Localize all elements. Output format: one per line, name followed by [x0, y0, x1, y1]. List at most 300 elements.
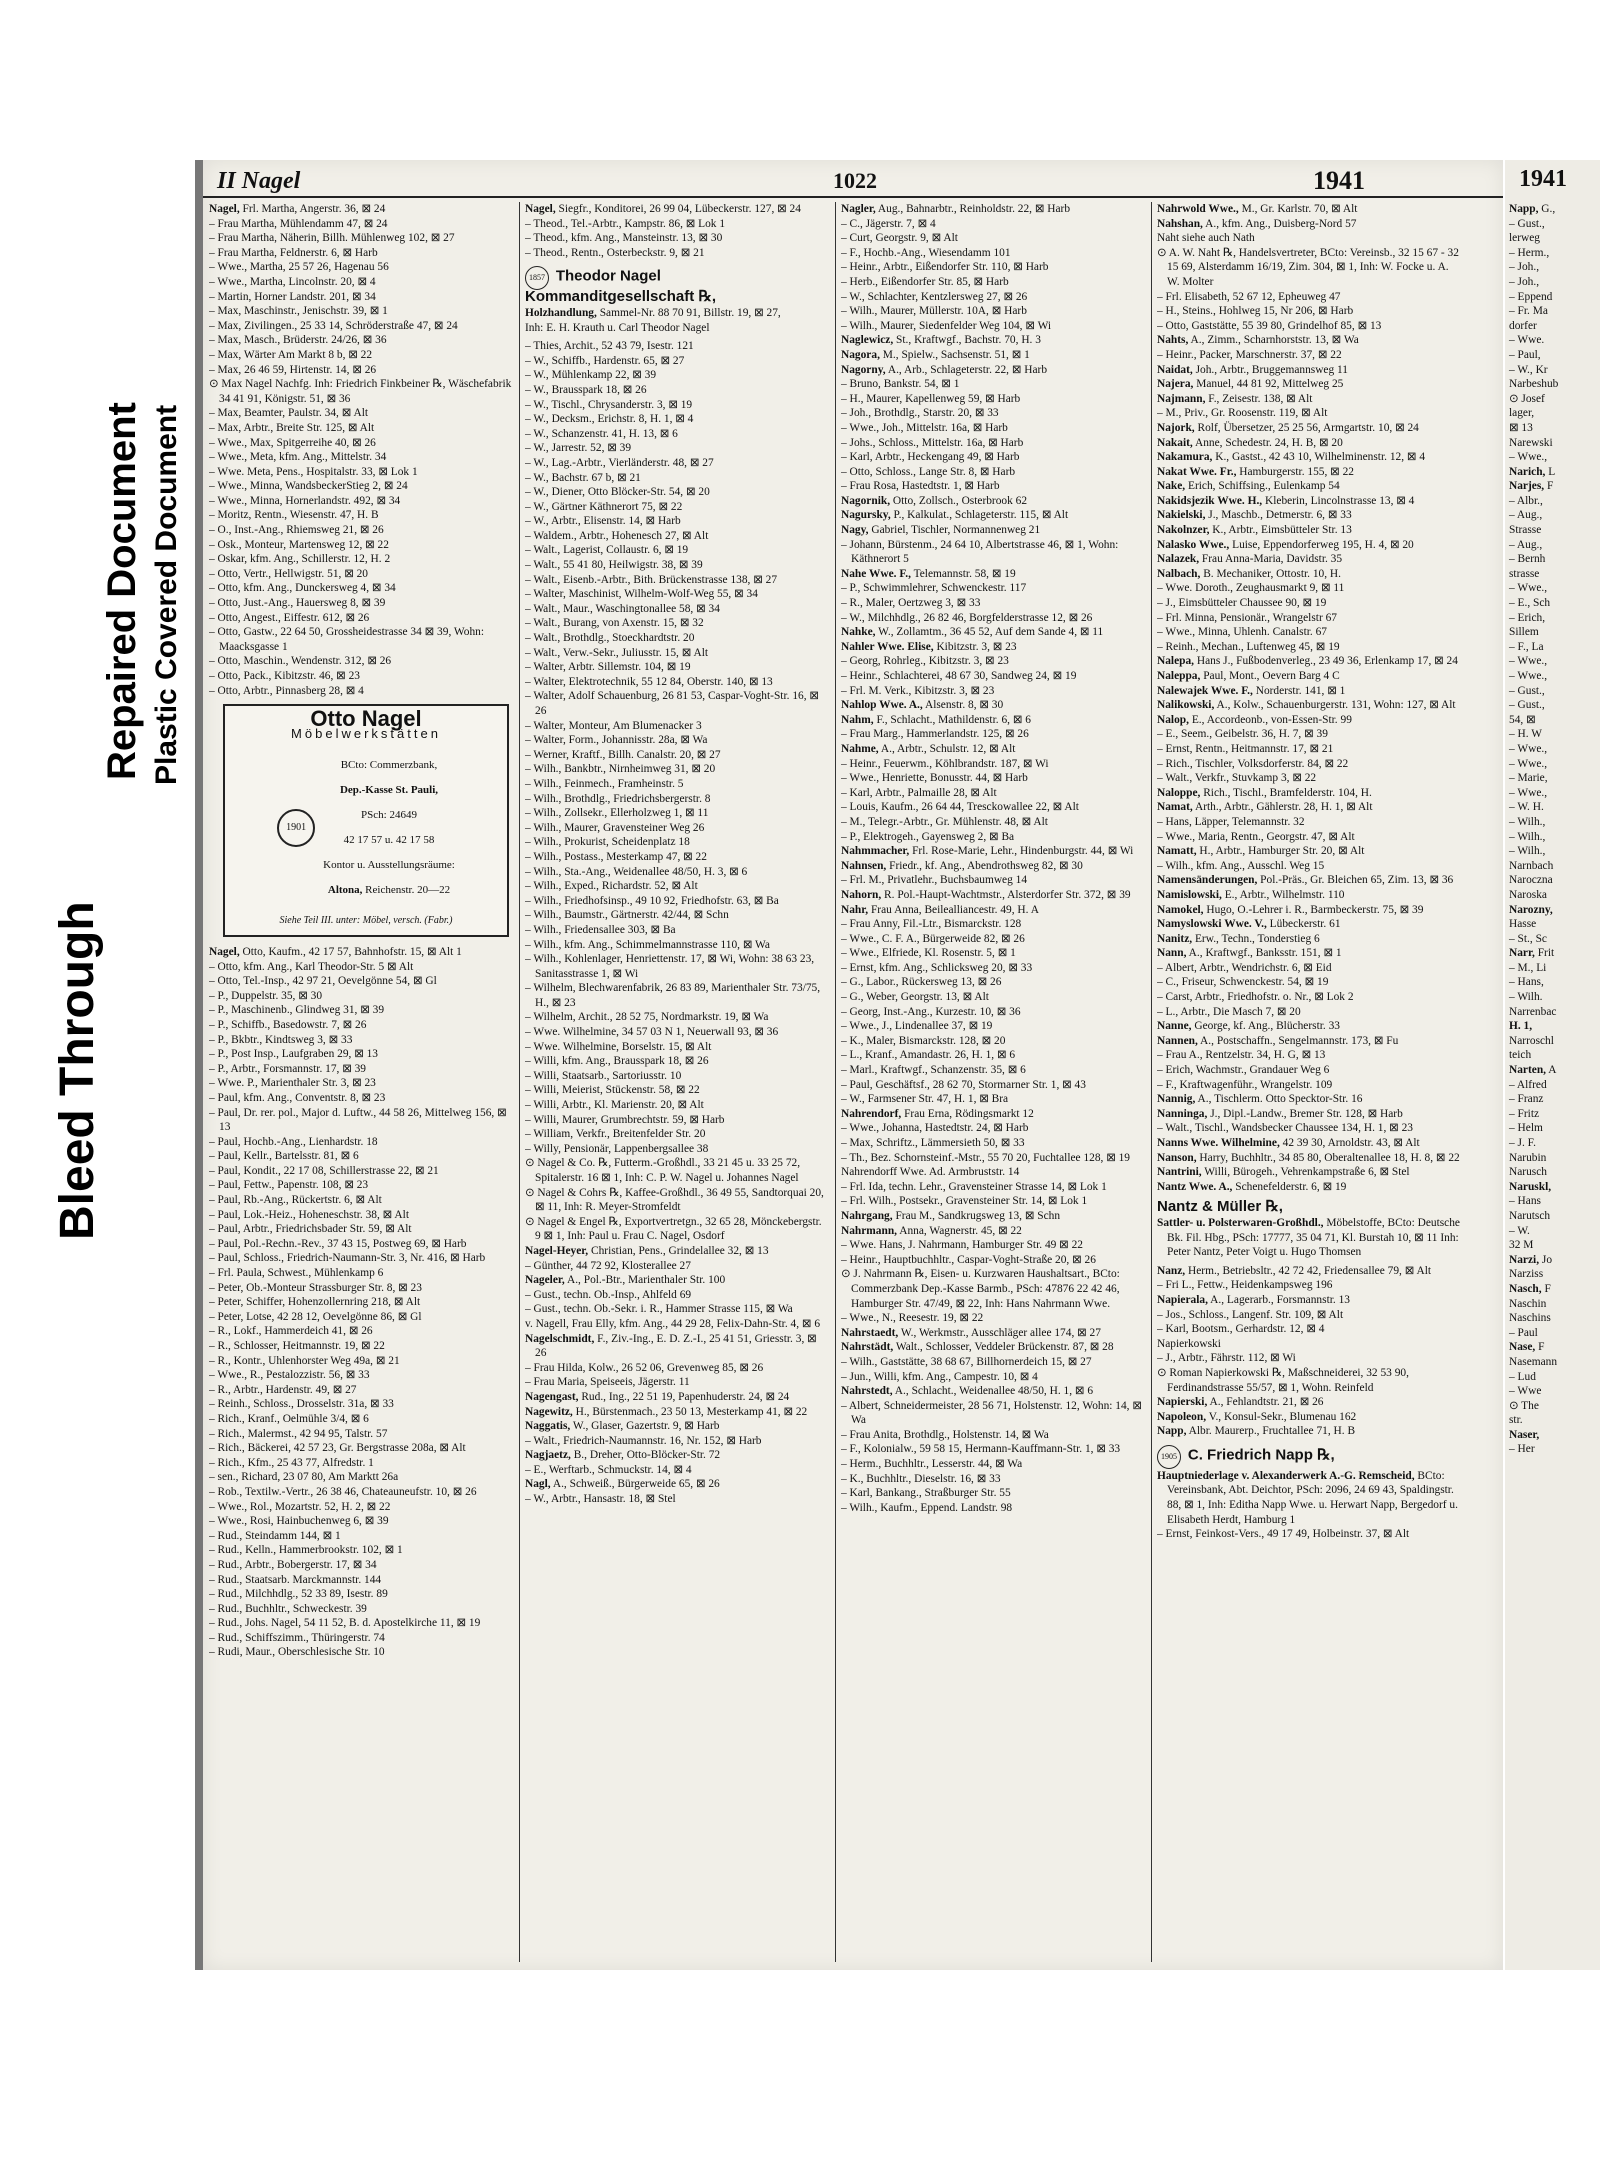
directory-entry: BCto: Commerzbank, — [340, 759, 438, 772]
directory-entry: – Paul, Pol.-Rechn.-Rev., 37 43 15, Postweg 69, ⊠ Harb — [209, 1237, 467, 1250]
directory-entry: – Wilh., kfm. Ang., Ausschl. Weg 15 — [1157, 859, 1325, 872]
directory-entry: Nasch, F — [1509, 1282, 1551, 1295]
directory-entry: – Wwe., Meta, kfm. Ang., Mittelstr. 34 — [209, 451, 387, 464]
directory-entry: – Paul, Kellr., Bartelsstr. 81, ⊠ 6 — [209, 1150, 359, 1163]
directory-entry: Nagel, Frl. Martha, Angerstr. 36, ⊠ 24 — [209, 203, 386, 215]
next-page-year: 1941 — [1519, 166, 1567, 192]
directory-entry: – Johann, Bürstenm., 24 64 10, Albertstrasse 46, ⊠ 1, Wohn: Käthnerort 5 — [841, 538, 1119, 566]
directory-entry: – Wwe., — [1509, 451, 1548, 464]
directory-entry: – O., Inst.-Ang., Rhiemsweg 21, ⊠ 26 — [209, 524, 384, 537]
directory-entry: – Frau Anita, Brothdlg., Holstenstr. 14, ⊠ Wa — [841, 1428, 1049, 1441]
directory-entry: strasse — [1509, 567, 1540, 580]
directory-entry: – Herb., Eißendorfer Str. 85, ⊠ Harb — [841, 275, 1009, 288]
directory-entry: ⊙ Nagel & Engel ℞, Exportvertretgn., 32 65 28, Mönckebergstr. 9 ⊠ 1, Inh: Paul u. Frau C. Nagel, Osdorf — [525, 1215, 822, 1243]
directory-entry: – W., Arbtr., Hansastr. 18, ⊠ Stel — [525, 1493, 676, 1506]
directory-entry: v. Nagell, Frau Elly, kfm. Ang., 44 29 28, Felix-Dahn-Str. 4, ⊠ 6 — [525, 1317, 821, 1330]
directory-entry: – Oskar, kfm. Ang., Schillerstr. 12, H. 2 — [209, 553, 391, 566]
directory-entry: Sillem — [1509, 626, 1539, 639]
ad-note: Siehe Teil III. unter: Möbel, versch. (Fabr.) — [279, 915, 453, 927]
directory-entry: – Wwe. Wilhelmine, Borselstr. 15, ⊠ Alt — [525, 1040, 712, 1053]
directory-entry: – Heinr., Arbtr., Eißendorfer Str. 110, ⊠ Harb — [841, 261, 1049, 274]
directory-entry: Nagora, M., Spielw., Sachsenstr. 51, ⊠ 1 — [841, 348, 1030, 361]
directory-entry: Nahme, A., Arbtr., Schulstr. 12, ⊠ Alt — [841, 742, 1016, 755]
directory-entry: – Werner, Kraftf., Billh. Canalstr. 20, ⊠ 27 — [525, 748, 721, 761]
directory-entry: – Herm., — [1509, 246, 1550, 259]
directory-entry: – Wwe., Joh., Mittelstr. 16a, ⊠ Harb — [841, 421, 1008, 434]
directory-entry: – W., Diener, Otto Blöcker-Str. 54, ⊠ 20 — [525, 486, 710, 499]
directory-entry: Naloppe, Rich., Tischl., Bramfelderstr. 104, H. — [1157, 786, 1372, 799]
directory-entry: – W. H. — [1509, 801, 1544, 814]
directory-entry: Narr, Frit — [1509, 947, 1555, 960]
directory-entry: Nalazek, Frau Anna-Maria, Davidstr. 35 — [1157, 553, 1343, 566]
directory-entry: – Willi, kfm. Ang., Brausspark 18, ⊠ 26 — [525, 1055, 709, 1068]
directory-entry: Hauptniederlage v. Alexanderwerk A.-G. Remscheid, BCto: Vereinsbank, Abt. Deichtor, PSch: 2096, 24 69 43, Spaldingstr. 88, ⊠ 1, Inh: Editha Napp Wwe. u. Herwart Napp, Bergedorf u. Elisabeth Herdt, Hamburg 1 — [1157, 1469, 1458, 1526]
directory-entry: Napoleon, V., Konsul-Sekr., Blumenau 162 — [1157, 1410, 1357, 1423]
directory-entry: – Walt., Friedrich-Naumannstr. 16, Nr. 152, ⊠ Harb — [525, 1434, 762, 1447]
directory-entry: – Paul, Schloss., Friedrich-Naumann-Str. 3, Nr. 416, ⊠ Harb — [209, 1252, 486, 1265]
directory-entry: – Wwe., Minna, WandsbeckerStieg 2, ⊠ 24 — [209, 480, 408, 493]
directory-entry: – Wwe., Rosi, Hainbuchenweg 6, ⊠ 39 — [209, 1515, 389, 1528]
firm-lines — [1157, 1469, 1461, 1542]
directory-entry: – Marie, — [1509, 772, 1548, 785]
directory-entry: – Frau Martha, Mühlendamm 47, ⊠ 24 — [209, 217, 388, 230]
directory-entry: – L., Kranf., Amandastr. 26, H. 1, ⊠ 6 — [841, 1049, 1016, 1062]
directory-entry: – P., Schiffb., Basedowstr. 7, ⊠ 26 — [209, 1018, 367, 1031]
directory-entry: Namatt, H., Arbtr., Hamburger Str. 20, ⊠ Alt — [1157, 845, 1365, 858]
directory-entry: – Wilh., Feinmech., Framheinstr. 5 — [525, 777, 684, 790]
directory-entry: Naidat, Joh., Arbtr., Bruggemannsweg 11 — [1157, 363, 1349, 376]
directory-entry: – Frau Maria, Speiseeis, Jägerstr. 11 — [525, 1376, 690, 1389]
directory-entry: Narozny, — [1509, 903, 1553, 916]
seal-icon: 1857 — [525, 266, 549, 290]
directory-entry: – Gust., — [1509, 684, 1545, 697]
directory-entry: – H., Maurer, Kapellenweg 59, ⊠ Harb — [841, 392, 1021, 405]
directory-entry: str. — [1509, 1414, 1523, 1427]
directory-entry: Nake, Erich, Schiffsing., Eulenkamp 54 — [1157, 480, 1340, 493]
directory-entry: – H. W — [1509, 728, 1543, 741]
running-head: II Nagel — [217, 168, 301, 194]
directory-entry: Nahrendorff Wwe. Ad. Armbruststr. 14 — [841, 1166, 1020, 1179]
directory-entry: Narten, A — [1509, 1064, 1557, 1077]
directory-entry: – Paul — [1509, 1326, 1538, 1339]
ad-subtitle: Möbelwerkstätten — [291, 725, 441, 741]
directory-entry: – Walt., Verw.-Sekr., Juliusstr. 15, ⊠ Alt — [525, 646, 709, 659]
directory-entry: Nase, F — [1509, 1341, 1545, 1354]
directory-entry: – Max, Beamter, Paulstr. 34, ⊠ Alt — [209, 407, 369, 420]
directory-entry: – Max, Maschinstr., Jenischstr. 39, ⊠ 1 — [209, 305, 388, 318]
directory-entry: Nahke, W., Zollamtm., 36 45 52, Auf dem Sande 4, ⊠ 11 — [841, 626, 1104, 639]
directory-entry: – Frl. Paula, Schwest., Mühlenkamp 6 — [209, 1267, 384, 1280]
directory-entry: – Paul, Lok.-Heiz., Hoheneschstr. 38, ⊠ Alt — [209, 1208, 409, 1221]
directory-entry: Nanitz, Erw., Techn., Tonderstieg 6 — [1157, 932, 1320, 945]
directory-entry: – E., Werftarb., Schmuckstr. 14, ⊠ 4 — [525, 1463, 692, 1476]
directory-entry: – Wwe., Elfriede, Kl. Rosenstr. 5, ⊠ 1 — [841, 947, 1016, 960]
advertisement-otto-nagel — [223, 704, 509, 937]
directory-entry: – Wilh., kfm. Ang., Schimmelmannstrasse 110, ⊠ Wa — [525, 938, 770, 951]
directory-entry: – Wwe., Johanna, Hastedtstr. 24, ⊠ Harb — [841, 1122, 1029, 1135]
directory-entry: – Otto, kfm. Ang., Dunckersweg 4, ⊠ 34 — [209, 582, 396, 595]
directory-entry: Nakielski, J., Maschb., Detmerstr. 6, ⊠ 33 — [1157, 509, 1352, 522]
directory-entry: 42 17 57 u. 42 17 58 — [343, 834, 435, 847]
directory-entry: – Frl. M. Verk., Kibitzstr. 3, ⊠ 23 — [841, 684, 995, 697]
directory-entry: Nahm, F., Schlacht., Mathildenstr. 6, ⊠ 6 — [841, 713, 1031, 726]
directory-entry: – Wilhelm, Blechwarenfabrik, 26 83 89, Marienthaler Str. 73/75, H., ⊠ 23 — [525, 982, 821, 1009]
directory-entry: – Paul, kfm. Ang., Conventstr. 8, ⊠ 23 — [209, 1091, 386, 1104]
directory-entry: – Frau Rosa, Hastedtstr. 1, ⊠ Harb — [841, 480, 1000, 493]
directory-entry: – Frau A., Rentzelstr. 34, H. G, ⊠ 13 — [1157, 1049, 1326, 1062]
directory-entry: Dep.-Kasse St. Pauli, — [339, 784, 439, 797]
directory-entry: – Joh., Brothdlg., Starstr. 20, ⊠ 33 — [841, 407, 999, 420]
directory-entry: Narich, L — [1509, 465, 1556, 478]
directory-entry: – Karl, Bootsm., Gerhardstr. 12, ⊠ 4 — [1157, 1323, 1325, 1336]
directory-entry: – Peter, Schiffer, Hohenzollernring 218, ⊠ Alt — [209, 1296, 421, 1309]
directory-entry: Nann, A., Kraftwgf., Banksstr. 151, ⊠ 1 — [1157, 947, 1342, 960]
directory-entry: Nahrwold Wwe., M., Gr. Karlstr. 70, ⊠ Alt — [1157, 203, 1358, 215]
directory-entry: Nalewajek Wwe. F., Norderstr. 141, ⊠ 1 — [1157, 684, 1346, 697]
directory-entry: – Frl. Elisabeth, 52 67 12, Epheuweg 47 — [1157, 290, 1341, 303]
directory-entry: – Wwe. P., Marienthaler Str. 3, ⊠ 23 — [209, 1077, 376, 1090]
firm-listing — [525, 266, 829, 335]
directory-entry: – Reinh., Mechan., Luftenweg 45, ⊠ 19 — [1157, 640, 1340, 653]
directory-entry: – Wwe., Henriette, Bonusstr. 44, ⊠ Harb — [841, 772, 1028, 785]
directory-entry: – R., Lokf., Hammerdeich 41, ⊠ 26 — [209, 1325, 373, 1338]
directory-entry: – Curt, Georgstr. 9, ⊠ Alt — [841, 232, 958, 245]
directory-entry: – Otto, kfm. Ang., Karl Theodor-Str. 5 ⊠ Alt — [209, 960, 414, 973]
directory-entry: – Willi, Maurer, Grumbrechtstr. 59, ⊠ Harb — [525, 1113, 725, 1126]
directory-entry: – K., Buchhltr., Dieselstr. 16, ⊠ 33 — [841, 1472, 1001, 1485]
directory-entry: Nagler, Aug., Bahnarbtr., Reinholdstr. 22, ⊠ Harb — [841, 203, 1071, 215]
directory-entry: ⊙ Josef — [1509, 392, 1545, 405]
directory-entry: – Wwe., R., Pestalozzistr. 56, ⊠ 33 — [209, 1369, 370, 1382]
directory-entry: Narzi, Jo — [1509, 1253, 1553, 1266]
directory-entry: – F., La — [1509, 640, 1544, 653]
column-1 — [209, 202, 513, 1962]
directory-entry: Nagel, Otto, Kaufm., 42 17 57, Bahnhofstr. 15, ⊠ Alt 1 — [209, 945, 462, 958]
directory-entry: Nagl, A., Schweiß., Bürgerweide 65, ⊠ 26 — [525, 1478, 720, 1491]
directory-entry: Nagornik, Otto, Zollsch., Osterbrook 62 — [841, 494, 1028, 507]
directory-entry: Nahrmann, Anna, Wagnerstr. 45, ⊠ 22 — [841, 1224, 1022, 1237]
directory-entry: – Wilh., Maurer, Siedenfelder Weg 104, ⊠ Wi — [841, 319, 1052, 332]
directory-entry: – Carst, Arbtr., Friedhofstr. o. Nr., ⊠ Lok 2 — [1157, 991, 1354, 1004]
directory-entry: – Gust., — [1509, 217, 1545, 230]
directory-entry: Nahrendorf, Frau Erna, Rödingsmarkt 12 — [841, 1107, 1034, 1120]
directory-entry: – Ernst, Rentn., Heitmannstr. 17, ⊠ 21 — [1157, 742, 1334, 755]
directory-entry: – Walt., Tischl., Wandsbecker Chaussee 134, H. 1, ⊠ 23 — [1157, 1122, 1413, 1135]
directory-entry: – Max, Masch., Brüderstr. 24/26, ⊠ 36 — [209, 334, 387, 347]
directory-entry: Namokel, Hugo, O.-Lehrer i. R., Barmbeckerstr. 75, ⊠ 39 — [1157, 903, 1424, 916]
directory-entry: – Willi, Staatsarb., Sartoriusstr. 10 — [525, 1069, 682, 1082]
directory-entry: – Otto, Arbtr., Pinnasberg 28, ⊠ 4 — [209, 684, 364, 697]
column-4 — [1157, 202, 1461, 1962]
directory-entry: – Theod., kfm. Ang., Mansteinstr. 13, ⊠ 30 — [525, 232, 723, 245]
directory-entry: – Paul, Rb.-Ang., Rückertstr. 6, ⊠ Alt — [209, 1194, 382, 1207]
directory-entry: – St., Sc — [1509, 932, 1547, 945]
directory-entry: – Rob., Textilw.-Vertr., 26 38 46, Chateauneufstr. 10, ⊠ 26 — [209, 1485, 477, 1498]
directory-entry: – Helm — [1509, 1122, 1543, 1135]
directory-entry: – Gust., — [1509, 699, 1545, 712]
directory-entry: – Rud., Arbtr., Bobergerstr. 17, ⊠ 34 — [209, 1558, 377, 1571]
directory-entry: – Wwe., — [1509, 757, 1548, 770]
directory-entry: – Rud., Kelln., Hammerbrookstr. 102, ⊠ 1 — [209, 1544, 403, 1557]
directory-entry: – Wilh., Prokurist, Scheidenplatz 18 — [525, 836, 690, 849]
page-number: 1022 — [833, 168, 877, 193]
directory-entry: – Theod., Rentn., Osterbeckstr. 9, ⊠ 21 — [525, 246, 705, 259]
entry-list — [841, 202, 1145, 1515]
directory-entry: – Herm., Buchhltr., Lesserstr. 44, ⊠ Wa — [841, 1458, 1023, 1471]
directory-entry: Namislowski, E., Arbtr., Wilhelmstr. 110 — [1157, 888, 1345, 901]
directory-entry: – Walter, Maschinist, Wilhelm-Wolf-Weg 55, ⊠ 34 — [525, 588, 758, 601]
directory-entry: Narrenbac — [1509, 1005, 1557, 1018]
entry-list — [525, 202, 829, 260]
directory-entry: – Günther, 44 72 92, Klosterallee 27 — [525, 1259, 691, 1272]
directory-entry: Nakait, Anne, Schedestr. 24, H. B, ⊠ 20 — [1157, 436, 1343, 449]
directory-entry: ⊙ J. Nahrmann ℞, Eisen- u. Kurzwaren Haushaltsart., BCto: Commerzbank Dep.-Kasse Barmb., PSch: 47876 22 42 46, Hamburger Str. 47/49, ⊠ 22, Inh: Hans Nahrmann Wwe. — [841, 1268, 1120, 1310]
directory-entry: – Ernst, kfm. Ang., Schlicksweg 20, ⊠ 33 — [841, 961, 1033, 974]
directory-entry: – F., Kolonialw., 59 58 15, Hermann-Kauffmann-Str. 1, ⊠ 33 — [841, 1443, 1121, 1456]
directory-entry: – Walt., 55 41 80, Heilwigstr. 38, ⊠ 39 — [525, 559, 703, 572]
directory-entry: – Wilh., Sta.-Ang., Weidenallee 48/50, H. 3, ⊠ 6 — [525, 865, 748, 878]
ad-lines — [323, 747, 455, 908]
directory-entry: – Rud., Schiffszimm., Thüringerstr. 74 — [209, 1631, 385, 1644]
directory-entry: Altona, Reichenstr. 20—22 — [327, 884, 451, 897]
directory-entry: Nannig, A., Tischlerm. Otto Specktor-Str. 16 — [1157, 1093, 1363, 1106]
directory-entry: Nanz, Herm., Betriebsltr., 42 72 42, Friedensallee 79, ⊠ Alt — [1157, 1264, 1432, 1277]
directory-entry: Naser, — [1509, 1428, 1540, 1441]
directory-entry: Narutsch — [1509, 1209, 1551, 1222]
directory-entry: – Louis, Kaufm., 26 64 44, Tresckowallee 22, ⊠ Alt — [841, 801, 1079, 814]
directory-entry: Nagelschmidt, F., Ziv.-Ing., E. D. Z.-I., 25 41 51, Griesstr. 3, ⊠ 26 — [525, 1332, 817, 1360]
directory-entry: – Wwe. Wilhelmine, 34 57 03 N 1, Neuerwall 93, ⊠ 36 — [525, 1026, 779, 1039]
directory-entry: Nannen, A., Postschaffn., Sengelmannstr. 173, ⊠ Fu — [1157, 1034, 1399, 1047]
directory-entry: – W., Tischl., Chrysanderstr. 3, ⊠ 19 — [525, 398, 693, 411]
seal-icon: 1905 — [1157, 1445, 1181, 1469]
directory-entry: – Otto, Pack., Kibitzstr. 46, ⊠ 23 — [209, 670, 360, 682]
directory-entry: Nagengast, Rud., Ing., 22 51 19, Papenhuderstr. 24, ⊠ 24 — [525, 1390, 790, 1403]
directory-columns — [209, 202, 1499, 1962]
ad-title: Otto Nagel — [310, 706, 422, 732]
directory-entry: ⊙ Max Nagel Nachfg. Inh: Friedrich Finkbeiner ℞, Wäschefabrik 34 41 91, Königstr. 51, ⊠ 36 — [209, 378, 512, 405]
directory-entry: – Walter, Adolf Schauenburg, 26 81 53, Caspar-Voght-Str. 16, ⊠ 26 — [525, 690, 819, 717]
directory-entry: – Fri L., Fettw., Heidenkampsweg 196 — [1157, 1279, 1333, 1292]
directory-entry: Nahshan, A., kfm. Ang., Duisberg-Nord 57 — [1157, 217, 1357, 230]
directory-entry: – Albr., — [1509, 494, 1543, 507]
directory-entry: – Hans — [1509, 1195, 1541, 1208]
directory-entry: – Willi, Arbtr., Kl. Marienstr. 20, ⊠ Alt — [525, 1099, 704, 1112]
directory-entry: – Wwe. Meta, Pens., Hospitalstr. 33, ⊠ Lok 1 — [209, 465, 418, 478]
directory-entry: Namat, Arth., Arbtr., Gählerstr. 28, H. 1, ⊠ Alt — [1157, 801, 1373, 814]
directory-entry: – E., Seem., Geibelstr. 36, H. 7, ⊠ 39 — [1157, 728, 1328, 741]
directory-entry: Narbeshub — [1509, 378, 1559, 391]
directory-entry: PSch: 24649 — [361, 809, 417, 822]
directory-entry: – Wilh., — [1509, 830, 1546, 843]
entry-list — [209, 202, 513, 698]
directory-entry: – W., Kr — [1509, 363, 1548, 376]
directory-entry: Nanne, George, kf. Ang., Blücherstr. 33 — [1157, 1020, 1340, 1033]
directory-entry: Nakidsjezik Wwe. H., Kleberin, Lincolnstrasse 13, ⊠ 4 — [1157, 494, 1415, 507]
directory-entry: Nantrini, Willi, Bürogeh., Vehrenkampstraße 6, ⊠ Stel — [1157, 1166, 1410, 1179]
directory-entry: – Martin, Horner Landstr. 201, ⊠ 34 — [209, 290, 376, 303]
directory-entry: – Wwe., Martha, Lincolnstr. 20, ⊠ 4 — [209, 275, 376, 288]
directory-entry: Napp, G., — [1509, 203, 1556, 215]
directory-entry: – P., Maschinenb., Glindweg 31, ⊠ 39 — [209, 1004, 385, 1017]
directory-entry: – Otto, Vertr., Hellwigstr. 51, ⊠ 20 — [209, 567, 368, 580]
directory-entry: – Wwe., Minna, Hornerlandstr. 492, ⊠ 34 — [209, 494, 401, 507]
directory-entry: Nahrstedt, A., Schlacht., Weidenallee 48/50, H. 1, ⊠ 6 — [841, 1385, 1094, 1398]
repaired-document-label: Repaired Document — [100, 402, 144, 780]
directory-entry: – Wilh., Postass., Mesterkamp 47, ⊠ 22 — [525, 850, 707, 863]
directory-entry: – L., Arbtr., Die Masch 7, ⊠ 20 — [1157, 1005, 1301, 1018]
entry-list — [209, 945, 513, 1660]
directory-entry: – J. F. — [1509, 1137, 1536, 1149]
directory-entry: – J., Arbtr., Fährstr. 112, ⊠ Wi — [1157, 1352, 1296, 1365]
directory-entry: Nagursky, P., Kalkulat., Schlageterstr. 115, ⊠ Alt — [841, 509, 1069, 522]
directory-entry: dorfer — [1509, 319, 1537, 332]
directory-entry: Nanson, Harry, Buchhltr., 34 85 80, Oberaltenallee 18, H. 8, ⊠ 22 — [1157, 1151, 1460, 1164]
directory-entry: lager, — [1509, 407, 1535, 420]
directory-entry: Nakat Wwe. Fr., Hamburgerstr. 155, ⊠ 22 — [1157, 465, 1354, 478]
directory-entry: – P., Schwimmlehrer, Schwenckestr. 117 — [841, 582, 1027, 595]
directory-entry: – Wwe., J., Lindenallee 37, ⊠ 19 — [841, 1020, 993, 1033]
directory-entry: Napierski, A., Fehlandtstr. 21, ⊠ 26 — [1157, 1396, 1324, 1409]
directory-entry: – Karl, Arbtr., Palmaille 28, ⊠ Alt — [841, 786, 997, 799]
directory-entry: – Wilh., Zollsekr., Ellerholzweg 1, ⊠ 11 — [525, 807, 709, 820]
directory-entry: – W., Gärtner Käthnerort 75, ⊠ 22 — [525, 500, 683, 513]
directory-entry: Najork, Rolf, Übersetzer, 25 25 56, Armgartstr. 10, ⊠ 24 — [1157, 421, 1419, 434]
directory-entry: – Rich., Tischler, Volksdorferstr. 84, ⊠ 22 — [1157, 757, 1349, 770]
directory-entry: – Walt., Maur., Waschingtonallee 58, ⊠ 34 — [525, 602, 720, 615]
directory-entry: – Willi, Meierist, Stückenstr. 58, ⊠ 22 — [525, 1084, 700, 1097]
directory-entry: Naroska — [1509, 888, 1547, 901]
directory-entry: – Frau Hilda, Kolw., 26 52 06, Grevenweg 85, ⊠ 26 — [525, 1361, 764, 1374]
directory-entry: – Albert, Arbtr., Wendrichstr. 6, ⊠ Eid — [1157, 961, 1332, 974]
directory-entry: – Heinr., Hauptbuchhltr., Caspar-Voght-Straße 20, ⊠ 26 — [841, 1253, 1096, 1266]
firm-listing — [1157, 1200, 1461, 1259]
directory-entry: – Otto, Just.-Ang., Hauersweg 8, ⊠ 39 — [209, 597, 386, 610]
next-page-edge — [1505, 160, 1600, 1970]
directory-entry: – M., Priv., Gr. Roosenstr. 119, ⊠ Alt — [1157, 407, 1328, 420]
directory-entry: Nagorny, A., Arb., Schlageterstr. 22, ⊠ Harb — [841, 363, 1048, 376]
directory-entry: – Wilh., — [1509, 815, 1546, 828]
directory-entry: Kontor u. Ausstellungsräume: — [323, 859, 455, 872]
directory-entry: – Otto, Gaststätte, 55 39 80, Grindelhof 85, ⊠ 13 — [1157, 319, 1382, 332]
directory-entry: – Walt., Lagerist, Collaustr. 6, ⊠ 19 — [525, 544, 689, 557]
directory-entry: ⊙ A. W. Naht ℞, Handelsvertreter, BCto: Vereinsb., 32 15 67 - 32 15 69, Alsterdamm 16/19, Zim. 304, ⊠ 1, Inh: W. Focke u. A. W. Molter — [1157, 246, 1459, 288]
directory-entry: – W., Brausspark 18, ⊠ 26 — [525, 383, 647, 396]
entry-list — [1157, 202, 1461, 1194]
directory-entry: – Paul, Arbtr., Friedrichsbader Str. 59, ⊠ Alt — [209, 1223, 412, 1236]
directory-entry: – R., Kontr., Uhlenhorster Weg 49a, ⊠ 21 — [209, 1354, 400, 1367]
directory-entry: Narziss — [1509, 1268, 1544, 1281]
directory-entry: teich — [1509, 1049, 1532, 1062]
directory-entry: – Wwe., — [1509, 742, 1548, 755]
directory-entry: 54, ⊠ — [1509, 713, 1536, 726]
directory-entry: Narusch — [1509, 1166, 1547, 1179]
directory-entry: Holzhandlung, Sammel-Nr. 88 70 91, Billstr. 19, ⊠ 27, — [525, 306, 781, 319]
directory-entry: – Karl, Bankang., Straßburger Str. 55 — [841, 1487, 1011, 1500]
directory-entry: – F., Kraftwagenführ., Wrangelstr. 109 — [1157, 1078, 1333, 1091]
directory-entry: Nahnsen, Friedr., kf. Ang., Abendrothsweg 82, ⊠ 30 — [841, 859, 1083, 872]
directory-entry: lerweg — [1509, 232, 1540, 245]
directory-entry: – Walt., Brothdlg., Stoeckhardtstr. 20 — [525, 632, 695, 645]
directory-entry: – P., Arbtr., Forsmannstr. 17, ⊠ 39 — [209, 1062, 367, 1075]
directory-entry: – Joh., — [1509, 261, 1540, 274]
directory-entry: – Heinr., Feuerwm., Köhlbrandstr. 187, ⊠ Wi — [841, 757, 1049, 770]
directory-entry: Nanninga, J., Dipl.-Landw., Bremer Str. 128, ⊠ Harb — [1157, 1107, 1403, 1120]
directory-entry: – Otto, Angest., Eiffestr. 612, ⊠ 26 — [209, 611, 370, 624]
directory-entry: – Wilh., Baumstr., Gärtnerstr. 42/44, ⊠ Schn — [525, 909, 729, 922]
directory-entry: Namensänderungen, Pol.-Präs., Gr. Bleichen 65, Zim. 13, ⊠ 36 — [1157, 874, 1454, 887]
directory-entry: Nagel-Heyer, Christian, Pens., Grindelallee 32, ⊠ 13 — [525, 1244, 769, 1257]
directory-entry: – Bernh — [1509, 553, 1546, 566]
directory-entry: – Jun., Willi, kfm. Ang., Campestr. 10, ⊠ 4 — [841, 1370, 1038, 1383]
directory-entry: – Wilh., Maurer, Gravensteiner Weg 26 — [525, 821, 705, 834]
directory-entry: – Peter, Ob.-Monteur Strassburger Str. 8, ⊠ 23 — [209, 1281, 422, 1294]
directory-entry: – Wwe. Hans, J. Nahrmann, Hamburger Str. 49 ⊠ 22 — [841, 1239, 1083, 1252]
directory-entry: – Rud., Staatsarb. Marckmannstr. 144 — [209, 1573, 382, 1586]
directory-entry: – Walter, Monteur, Am Blumenacker 3 — [525, 719, 702, 732]
directory-entry: – W., Lag.-Arbtr., Vierländerstr. 48, ⊠ 27 — [525, 456, 714, 469]
directory-entry: – Otto, Gastw., 22 64 50, Grossheidestrasse 34 ⊠ 39, Wohn: Maacksgasse 1 — [209, 626, 485, 653]
directory-entry: – Wwe., — [1509, 670, 1548, 682]
directory-entry: – P., Bkbtr., Kindtsweg 3, ⊠ 33 — [209, 1033, 353, 1046]
directory-entry: – R., Arbtr., Hardenstr. 49, ⊠ 27 — [209, 1383, 357, 1396]
directory-entry: Hasse — [1509, 918, 1537, 931]
directory-entry: – W. — [1509, 1224, 1530, 1237]
directory-entry: – Reinh., Schloss., Drosselstr. 31a, ⊠ 33 — [209, 1398, 394, 1411]
firm-lines — [525, 306, 829, 335]
directory-entry: ⊙ Nagel & Co. ℞, Futterm.-Großhdl., 33 21 45 u. 33 25 72, Spitalerstr. 16 ⊠ 1, Inh: C. P. W. Nagel u. Johannes Nagel — [525, 1157, 801, 1184]
directory-entry: – F., Hochb.-Ang., Wiesendamm 101 — [841, 246, 1011, 259]
directory-entry: Nahler Wwe. Elise, Kibitzstr. 3, ⊠ 23 — [841, 640, 1017, 653]
directory-entry: – Joh., — [1509, 275, 1540, 288]
directory-entry: – W., Arbtr., Elisenstr. 14, ⊠ Harb — [525, 515, 681, 528]
page-header — [203, 160, 1503, 198]
directory-entry: – Eppend — [1509, 290, 1553, 303]
directory-entry: – Heinr., Packer, Marschnerstr. 37, ⊠ 22 — [1157, 348, 1342, 361]
directory-entry: – Frl. Wilh., Postsekr., Gravensteiner Str. 14, ⊠ Lok 1 — [841, 1195, 1088, 1208]
directory-entry: – Rud., Milchhdlg., 52 33 89, Isestr. 89 — [209, 1588, 388, 1601]
directory-entry: – sen., Richard, 23 07 80, Am Marktt 26a — [209, 1471, 399, 1484]
directory-entry: Nahmmacher, Frl. Rose-Marie, Lehr., Hindenburgstr. 44, ⊠ Wi — [841, 845, 1134, 858]
firm-title: Nantz & Müller ℞, — [1157, 1198, 1283, 1216]
directory-entry: Narjes, F — [1509, 480, 1554, 493]
directory-entry: – Walt., Burang, von Axenstr. 15, ⊠ 32 — [525, 617, 704, 630]
directory-entry: – Frau Anny, Fil.-Ltr., Bismarckstr. 128 — [841, 918, 1022, 931]
directory-entry: – Walter, Elektrotechnik, 55 12 84, Oberstr. 140, ⊠ 13 — [525, 675, 773, 688]
directory-entry: Nanns Wwe. Wilhelmine, 42 39 30, Arnoldstr. 43, ⊠ Alt — [1157, 1137, 1420, 1149]
directory-entry: – C., Friseur, Schwenckestr. 54, ⊠ 19 — [1157, 976, 1329, 989]
directory-entry: – Wilh., Brothdlg., Friedrichsbergerstr. 8 — [525, 792, 711, 805]
directory-entry: – R., Maler, Oertzweg 3, ⊠ 33 — [841, 597, 981, 610]
directory-entry: Nalbach, B. Mechaniker, Ottostr. 10, H. — [1157, 567, 1342, 580]
directory-entry: – William, Verkfr., Breitenfelder Str. 20 — [525, 1128, 706, 1141]
directory-entry: – Bruno, Bankstr. 54, ⊠ 1 — [841, 378, 960, 391]
directory-entry: – Heinr., Schlachterei, 48 67 30, Sandweg 24, ⊠ 19 — [841, 670, 1077, 682]
directory-entry: Nahrstädt, Walt., Schlosser, Veddeler Brückenstr. 87, ⊠ 28 — [841, 1341, 1114, 1354]
directory-entry: – Wilh., Friedensallee 303, ⊠ Ba — [525, 923, 676, 936]
directory-entry: – Walter, Form., Johannisstr. 28a, ⊠ Wa — [525, 734, 708, 747]
directory-entry: – Wwe., — [1509, 655, 1548, 668]
directory-entry: – Erich, — [1509, 611, 1546, 624]
directory-entry: Nagewitz, H., Bürstenmach., 23 50 13, Mesterkamp 41, ⊠ 22 — [525, 1405, 808, 1418]
column-2 — [525, 202, 829, 1962]
next-page-column — [1509, 202, 1600, 1457]
firm-listing — [1157, 1445, 1461, 1542]
directory-entry: Nageler, A., Pol.-Btr., Marienthaler Str. 100 — [525, 1274, 726, 1287]
directory-entry: – W., Schiffb., Hardenstr. 65, ⊠ 27 — [525, 354, 685, 367]
directory-entry: Nalop, E., Accordeonb., von-Essen-Str. 99 — [1157, 713, 1352, 726]
directory-entry: Najera, Manuel, 44 81 92, Mittelweg 25 — [1157, 378, 1344, 391]
